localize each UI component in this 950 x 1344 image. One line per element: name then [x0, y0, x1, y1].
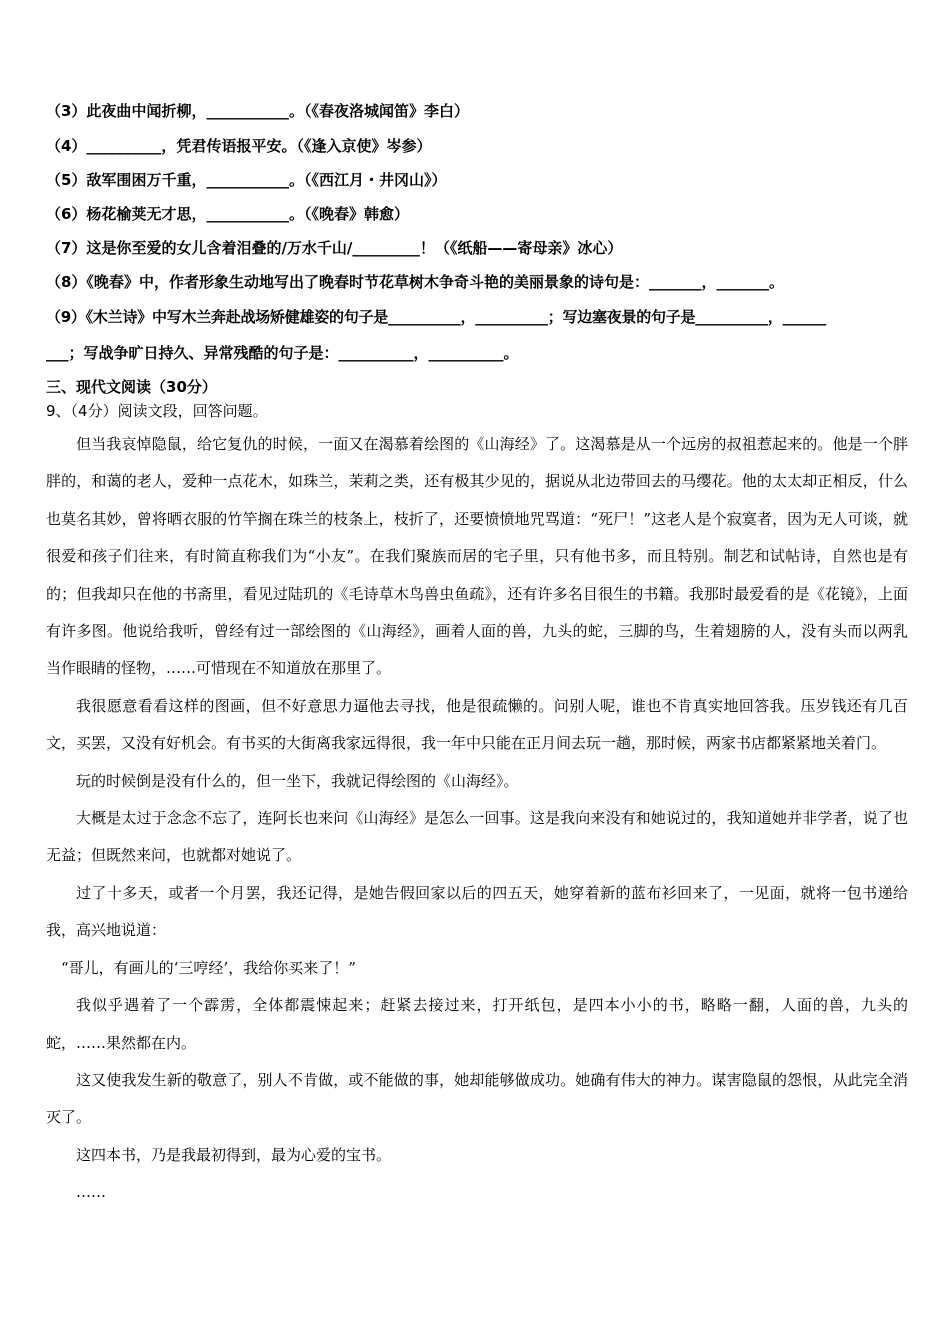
passage-paragraph: 这又使我发生新的敬意了，别人不肯做，或不能做的事，她却能够做成功。她确有伟大的神力。谋害隐鼠的怨恨，从此完全消灭了。 — [46, 1070, 908, 1127]
fill-blank-5: （5）敌军围困万千重，___________。（《西江月・井冈山》） — [46, 171, 447, 189]
fill-blank-7: （7）这是你至爱的女儿含着泪叠的/万水千山/_________！（《纸船——寄母亲》冰心） — [46, 239, 623, 257]
fill-blank-6: （6）杨花榆荚无才思，___________。（《晚春》韩愈） — [46, 205, 409, 223]
fill-blank-3: （3）此夜曲中闻折柳，___________。（《春夜洛城闻笛》李白） — [46, 102, 469, 120]
passage-paragraph: …… — [76, 1183, 106, 1202]
passage-paragraph: 玩的时候倒是没有什么的，但一坐下，我就记得绘图的《山海经》。 — [76, 771, 519, 790]
passage-paragraph: 大概是太过于念念不忘了，连阿长也来问《山海经》是怎么一回事。这是我向来没有和她说过的，我知道她并非学者，说了也无益；但既然来问，也就都对她说了。 — [46, 809, 908, 865]
fill-blank-4: （4）__________，凭君传语报平安。（《逢入京使》岑参） — [46, 137, 432, 155]
section-title: 三、现代文阅读（30分） — [46, 378, 217, 396]
passage-paragraph: 但当我哀悼隐鼠，给它复仇的时候，一面又在渴慕着绘图的《山海经》了。这渴慕是从一个远房的叔祖惹起来的。他是一个胖胖的，和蔼的老人，爱种一点花木，如珠兰，茉莉之类，还有极其少见的，据说从北边带回去的马缨花。他的太太却正相反，什么也莫名其妙，曾将晒衣服的竹竿搁在珠兰的枝条上，枝折了，还要愤愤地咒骂道：“死尸！”这老人是个寂寞者，因为无人可谈，就很爱和孩子们往来，有时简直称我们为“小友”。在我们聚族而居的宅子里，只有他书多，而且特别。制艺和试帖诗，自然也是有的；但我却只在他的书斋里，看见过陆玑的《毛诗草木鸟兽虫鱼疏》，还有许多名目很生的书籍。我那时最爱看的是《花镜》，上面有许多图。他说给我听，曾经有过一部绘图的《山海经》，画着人面的兽，九头的蛇，三脚的鸟，生着翅膀的人，没有头而以两乳当作眼睛的怪物，……可惜现在不知道放在那里了。 — [46, 435, 908, 678]
fill-blank-8: （8）《晚春》中，作者形象生动地写出了晚春时节花草树木争奇斗艳的美丽景象的诗句是：_______，_______。 — [46, 273, 784, 291]
question-head: 9、（4分）阅读文段，回答问题。 — [46, 402, 268, 420]
fill-blank-9: （9）《木兰诗》中写木兰奔赴战场矫健雄姿的句子是__________，__________；写边塞夜景的句子是__________，______ — [46, 308, 826, 326]
passage-paragraph: 这四本书，乃是我最初得到，最为心爱的宝书。 — [76, 1145, 392, 1164]
passage-paragraph: 我似乎遇着了一个霹雳，全体都震悚起来；赶紧去接过来，打开纸包，是四本小小的书，略略一翻，人面的兽，九头的蛇，……果然都在内。 — [46, 996, 908, 1052]
fill-blank-9-continued: ___；写战争旷日持久、异常残酷的句子是：__________，__________。 — [46, 344, 519, 362]
passage-paragraph: 过了十多天，或者一个月罢，我还记得，是她告假回家以后的四五天，她穿着新的蓝布衫回来了，一见面，就将一包书递给我，高兴地说道： — [46, 883, 908, 940]
reading-passage — [46, 426, 908, 1212]
passage-paragraph: “哥儿，有画儿的‘三哼经’，我给你买来了！” — [61, 958, 356, 977]
passage-paragraph: 我很愿意看看这样的图画，但不好意思力逼他去寻找，他是很疏懒的。问别人呢，谁也不肯真实地回答我。压岁钱还有几百文，买罢，又没有好机会。有书买的大街离我家远得很，我一年中只能在正月间去玩一趟，那时候，两家书店都紧紧地关着门。 — [46, 696, 908, 753]
